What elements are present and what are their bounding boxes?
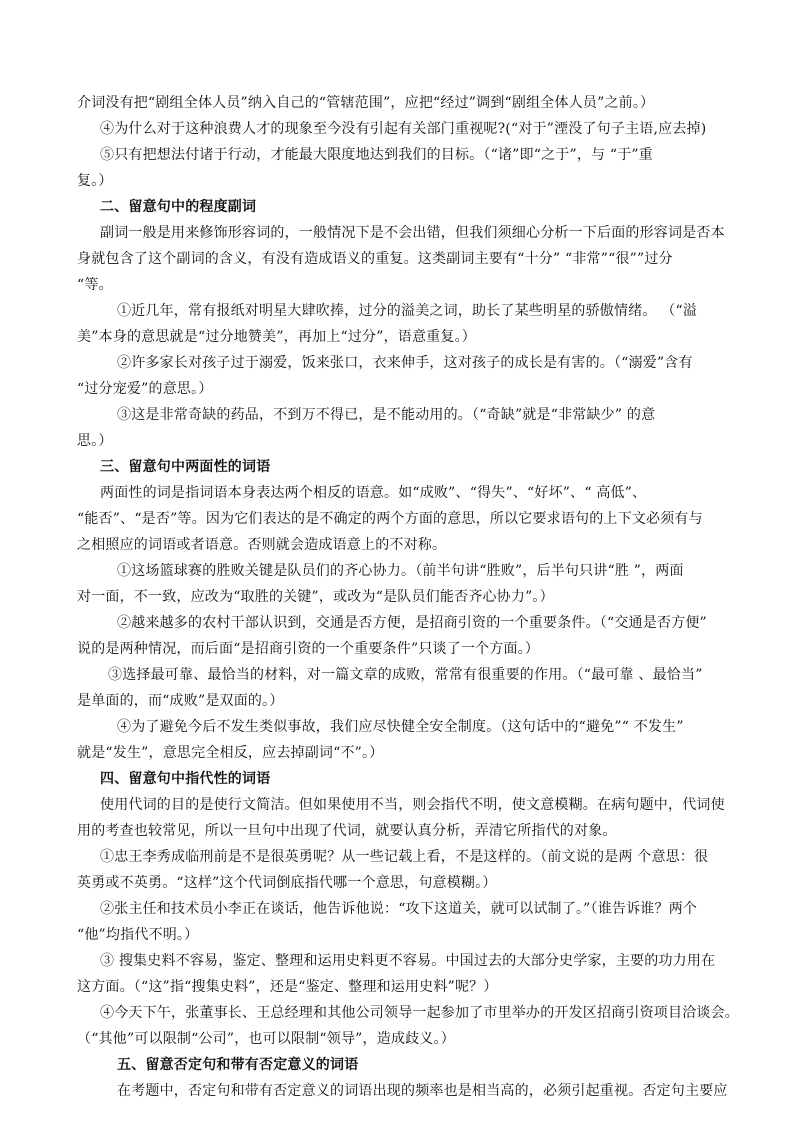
text-line: “过分宠爱”的意思。） [77,381,213,397]
section-heading: 三、留意句中两面性的词语 [100,459,271,475]
text-line: 思。） [77,433,113,449]
text-line: 之相照应的词语或者语意。否则就会造成语意上的不对称。 [77,537,447,553]
text-line: ①这场篮球赛的胜败关键是队员们的齐心协力。（前半句讲“胜败”，后半句只讲“胜 ”，两面 [117,563,684,579]
text-line: 说的是两种情况，而后面“是招商引资的一个重要条件”只谈了一个方面。） [77,641,540,657]
text-line: 用的考查也较常见，所以一旦句中出现了代词，就要认真分析，弄清它所指代的对象。 [77,823,617,839]
text-line: 在考题中，否定句和带有否定意义的词语出现的频率也是相当高的，必须引起重视。否定句主要应 [117,1083,728,1099]
text-line: “他”均指代不明。） [77,927,199,943]
text-line: ②越来越多的农村干部认识到，交通是否方便，是招商引资的一个重要条件。（“交通是否方便” [117,615,707,631]
text-line: 两面性的词是指词语本身表达两个相反的语意。如“成败”、“得失”、“好坏”、“ 高低”、 [100,485,647,501]
text-line: ④为什么对于这种浪费人才的现象至今没有引起有关部门重视呢?(“对于”湮没了句子主语,应去掉) [100,121,707,137]
section-heading: 二、留意句中的程度副词 [100,199,257,215]
text-line: ④今天下午，张董事长、王总经理和其他公司领导一起参加了市里举办的开发区招商引资项目洽谈会。 [100,1005,739,1021]
section-heading: 四、留意句中指代性的词语 [100,771,271,787]
text-line: 副词一般是用来修饰形容词的，一般情况下是不会出错，但我们须细心分析一下后面的形容词是否本 [100,225,725,241]
text-line: （“其他”可以限制“公司”，也可以限制“领导”，造成歧义。） [77,1031,455,1047]
text-line: 是单面的，而“成败”是双面的。） [77,693,284,709]
text-line: ③ 搜集史料不容易，鉴定、整理和运用史料更不容易。中国过去的大部分史学家，主要的功力用在 [100,953,716,969]
text-line: ②许多家长对孩子过于溺爱，饭来张口，衣来伸手，这对孩子的成长是有害的。（“溺爱”含有 [117,355,693,371]
text-line: 就是“发生”，意思完全相反，应去掉副词“不”。） [77,745,384,761]
text-line: 对一面，不一致，应改为“取胜的关键”，或改为“是队员们能否齐心协力”。） [77,589,554,605]
text-line: ④为了避免今后不发生类似事故，我们应尽快健全安全制度。（这句话中的“避免”“ 不发生” [117,719,684,735]
text-line: “等。 [77,277,113,293]
text-line: 使用代词的目的是使行文简洁。但如果使用不当，则会指代不明，使文意模糊。在病句题中，代词使 [100,797,725,813]
text-line: 复。） [77,173,113,189]
text-line: 美”本身的意思就是“过分地赞美”，再加上“过分”，语意重复。） [77,329,476,345]
text-line: “能否”、“是否”等。因为它们表达的是不确定的两个方面的意思，所以它要求语句的上下文必须有与 [77,511,703,527]
text-line: 介词没有把“剧组全体人员”纳入自己的“管辖范围”，应把“经过”调到“剧组全体人员”之前。） [77,95,655,111]
text-line: ③这是非常奇缺的药品，不到万不得已，是不能动用的。（“奇缺”就是“非常缺少” 的意 [117,407,656,423]
section-heading: 五、留意否定句和带有否定意义的词语 [117,1057,359,1073]
text-line: ①近几年，常有报纸对明星大肆吹捧，过分的溢美之词，助长了某些明星的骄傲情绪。 （“溢 [117,303,698,319]
text-line: ③选择最可靠、最恰当的材料，对一篇文章的成败，常常有很重要的作用。（“最可靠 、最恰当” [108,667,703,683]
text-line: 英勇或不英勇。“这样”这个代词倒底指代哪一个意思，句意模糊。） [77,875,497,891]
text-line: 身就包含了这个副词的含义，有没有造成语义的重复。这类副词主要有“十分” “非常”“很””过分 [77,251,673,267]
text-line: ①忠王李秀成临刑前是不是很英勇呢？从一些记载上看，不是这样的。（前文说的是两 个意思：很 [100,849,709,865]
text-line: 这方面。（“这”指“搜集史料”，还是“鉴定、整理和运用史料”呢？） [77,979,498,995]
text-line: ⑤只有把想法付诸于行动，才能最大限度地达到我们的目标。（“诸”即“之于”，与 “于”重 [100,147,653,163]
text-line: ②张主任和技术员小李正在谈话，他告诉他说：“攻下这道关，就可以试制了。”（谁告诉谁？两个 [100,901,698,917]
